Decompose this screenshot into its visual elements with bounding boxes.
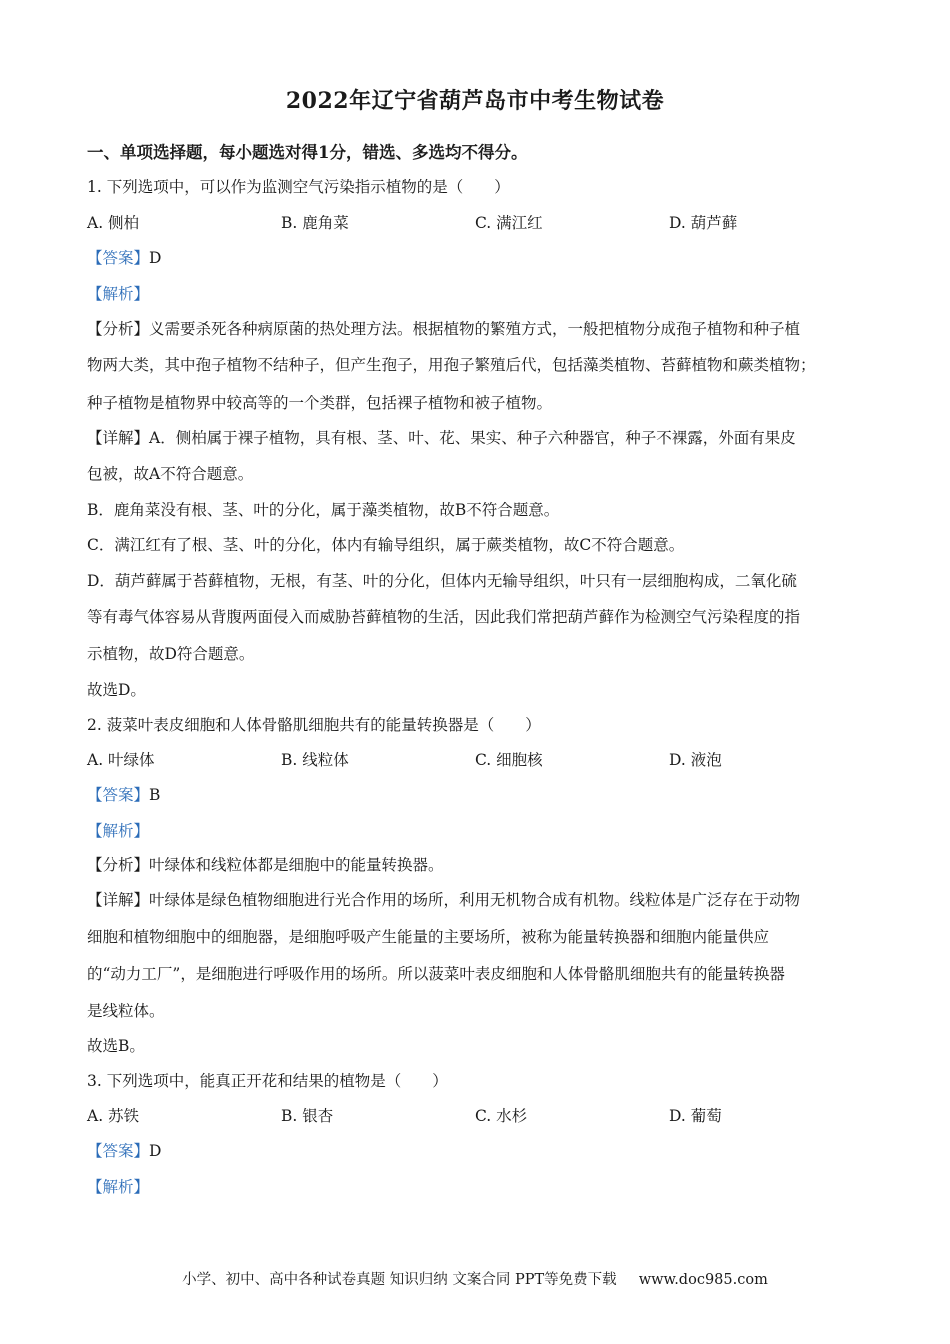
q2-analysis-heading <box>87 820 867 842</box>
q1-detail-line: B．鹿角菜没有根、茎、叶的分化，属于藻类植物，故B不符合题意。 <box>87 501 560 519</box>
q3-option-b: B. 银杏 <box>281 1107 334 1125</box>
xiangjie-label: 【详解】 <box>87 891 150 909</box>
analysis-label: 【解析】 <box>87 285 150 303</box>
q2-answer-value: B <box>149 786 161 804</box>
q2-fenxi-text: 叶绿体和线粒体都是细胞中的能量转换器。 <box>149 856 444 874</box>
q2-detail-line: 是线粒体。 <box>87 1002 165 1020</box>
q3-option-d: D. 葡萄 <box>669 1107 722 1125</box>
q1-fenxi-line: 种子植物是植物界中较高等的一个类群，包括裸子植物和被子植物。 <box>87 394 553 412</box>
q2-answer <box>87 784 867 806</box>
q3-option-c: C. 水杉 <box>475 1107 528 1125</box>
page-footer <box>0 1268 950 1289</box>
q3-answer-value: D <box>149 1142 162 1160</box>
q2-detail-line: 细胞和植物细胞中的细胞器，是细胞呼吸产生能量的主要场所，被称为能量转换器和细胞内能量供应 <box>87 928 770 946</box>
q2-detail-line <box>87 889 867 911</box>
analysis-label: 【解析】 <box>87 822 150 840</box>
q3-analysis-heading <box>87 1176 867 1198</box>
q1-option-c: C. 满江红 <box>475 214 543 232</box>
q1-detail-line: 包被，故A不符合题意。 <box>87 465 254 483</box>
q2-option-a: A. 叶绿体 <box>87 751 155 769</box>
footer-text: 小学、初中、高中各种试卷真题 知识归纳 文案合同 PPT等免费下载 <box>182 1272 617 1288</box>
q1-fenxi-line <box>87 318 867 340</box>
q1-answer-value: D <box>149 249 162 267</box>
document-title: 2022年辽宁省葫芦岛市中考生物试卷 <box>285 88 665 114</box>
analysis-label: 【解析】 <box>87 1178 150 1196</box>
q1-stem: 1. 下列选项中，可以作为监测空气污染指示植物的是（ ） <box>87 178 510 196</box>
q2-detail-text: 叶绿体是绿色植物细胞进行光合作用的场所，利用无机物合成有机物。线粒体是广泛存在于动物 <box>149 891 801 909</box>
q1-option-d: D. 葫芦藓 <box>669 214 738 232</box>
q1-option-a: A. 侧柏 <box>87 214 140 232</box>
q1-detail-line: C．满江红有了根、茎、叶的分化，体内有输导组织，属于蕨类植物，故C不符合题意。 <box>87 536 685 554</box>
q1-detail-text: A．侧柏属于裸子植物，具有根、茎、叶、花、果实、种子六种器官，种子不裸露，外面有果皮 <box>149 429 796 447</box>
fenxi-label: 【分析】 <box>87 320 150 338</box>
q2-stem: 2. 菠菜叶表皮细胞和人体骨骼肌细胞共有的能量转换器是（ ） <box>87 716 541 734</box>
answer-label: 【答案】 <box>87 1142 150 1160</box>
footer-url[interactable]: www.doc985.com <box>638 1272 768 1288</box>
fenxi-label: 【分析】 <box>87 856 150 874</box>
q2-option-d: D. 液泡 <box>669 751 722 769</box>
q2-conclusion: 故选B。 <box>87 1037 145 1055</box>
q1-detail-line <box>87 427 867 449</box>
q1-fenxi-line: 物两大类，其中孢子植物不结种子，但产生孢子，用孢子繁殖后代，包括藻类植物、苔藓植物和蕨类植物； <box>87 356 816 374</box>
q1-answer <box>87 247 867 269</box>
section-heading: 一、单项选择题，每小题选对得1分，错选、多选均不得分。 <box>87 143 528 162</box>
answer-label: 【答案】 <box>87 249 150 267</box>
q1-conclusion: 故选D。 <box>87 681 146 699</box>
q2-detail-line: 的“动力工厂”，是细胞进行呼吸作用的场所。所以菠菜叶表皮细胞和人体骨骼肌细胞共有的能量转换器 <box>87 965 785 983</box>
answer-label: 【答案】 <box>87 786 150 804</box>
xiangjie-label: 【详解】 <box>87 429 150 447</box>
q2-option-b: B. 线粒体 <box>281 751 349 769</box>
q3-answer <box>87 1140 867 1162</box>
q3-stem: 3. 下列选项中，能真正开花和结果的植物是（ ） <box>87 1072 448 1090</box>
q1-detail-line: D．葫芦藓属于苔藓植物，无根，有茎、叶的分化，但体内无输导组织，叶只有一层细胞构成，二氧化硫 <box>87 572 797 590</box>
q1-detail-line: 示植物，故D符合题意。 <box>87 645 255 663</box>
q1-detail-line: 等有毒气体容易从背腹两面侵入而威胁苔藓植物的生活，因此我们常把葫芦藓作为检测空气污染程度的指 <box>87 608 801 626</box>
q1-fenxi-text: 义需要杀死各种病原菌的热处理方法。根据植物的繁殖方式，一般把植物分成孢子植物和种子植 <box>149 320 801 338</box>
q1-option-b: B. 鹿角菜 <box>281 214 349 232</box>
q2-option-c: C. 细胞核 <box>475 751 543 769</box>
q1-analysis-heading <box>87 283 867 305</box>
q2-fenxi-line <box>87 854 867 876</box>
q3-option-a: A. 苏铁 <box>87 1107 140 1125</box>
